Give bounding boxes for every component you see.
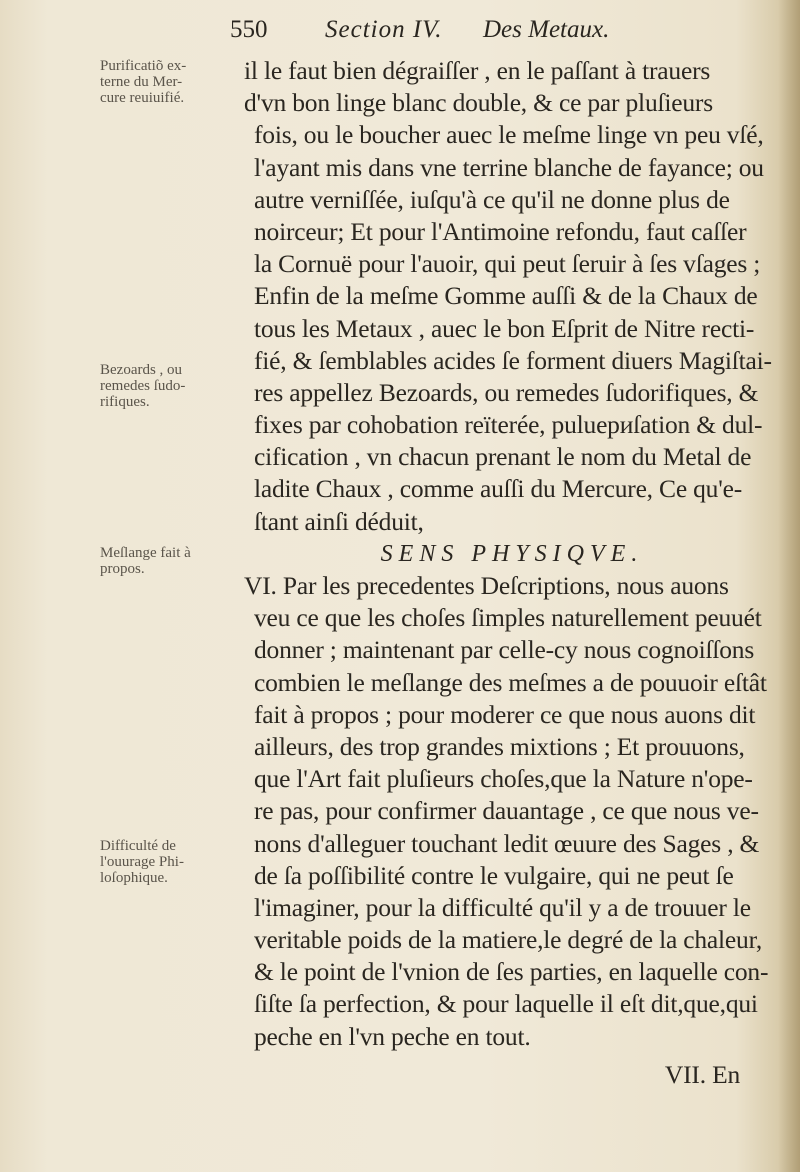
text-line: veritable poids de la matiere,le degré de la chaleur, <box>254 925 763 955</box>
text-line: veu ce que les choſes ſimples naturellement peuuét <box>254 603 762 633</box>
text-line: res appellez Bezoards, ou remedes ſudorifiques, & <box>254 377 759 407</box>
margin-note-line: Purificatiõ ex- <box>100 58 187 74</box>
text-line: Enfin de la meſme Gomme auſſi & de la Chaux de <box>254 281 758 311</box>
text-line: noirceur; Et pour l'Antimoine refondu, faut caſſer <box>254 216 747 246</box>
text-line: tous les Metaux , auec le bon Eſprit de Nitre recti- <box>254 313 755 343</box>
text-line: de ſa poſſibilité contre le vulgaire, qui ne peut ſe <box>254 860 734 890</box>
margin-note-meslange <box>100 545 240 577</box>
margin-note-purification <box>100 58 240 106</box>
text-line: il le faut bien dégraiſſer , en le paſſant à trauers <box>244 56 711 85</box>
text-line: ladite Chaux , comme auſſi du Mercure, Ce qu'e- <box>254 474 743 504</box>
margin-note-line: cure reuiuifié. <box>100 90 185 106</box>
text-line: ailleurs, des trop grandes mixtions ; Et prouuons, <box>254 731 745 761</box>
margin-note-line: Meſlange fait à <box>100 545 191 561</box>
margin-note-line: l'ouurage Phi- <box>100 854 184 870</box>
sens-physique-heading: SENS PHYSIQVE. <box>380 540 644 567</box>
chapter-title: Des Metaux. <box>483 16 610 43</box>
text-line: fié, & ſemblables acides ſe forment diuers Magiſtai- <box>254 345 772 375</box>
margin-note-difficulte <box>100 838 240 886</box>
text-line: ſtant ainſi déduit, <box>254 506 424 536</box>
text-line: d'vn bon linge blanc double, & ce par pluſieurs <box>244 88 713 118</box>
text-line: l'imaginer, pour la difficulté qu'il y a de trouuer le <box>254 892 751 922</box>
text-line: re pas, pour confirmer dauantage , ce que nous ve- <box>254 796 759 826</box>
margin-note-bezoards <box>100 362 240 410</box>
text-line: fixes par cohobation reïterée, puluериſation & dul- <box>254 410 763 440</box>
page-number: 550 <box>230 16 268 43</box>
text-line: ſiſte ſa perfection, & pour laquelle il eſt dit,que,qui <box>254 989 758 1019</box>
text-line: nons d'alleguer touchant ledit œuure des Sages , & <box>254 828 760 858</box>
margin-note-line: remedes ſudo- <box>100 378 186 394</box>
margin-note-line: Bezoards , ou <box>100 362 183 378</box>
section-heading: Section IV. <box>325 16 443 43</box>
margin-note-line: Difficulté de <box>100 838 176 854</box>
margin-note-line: propos. <box>100 561 145 577</box>
margin-note-line: loſophique. <box>100 870 168 886</box>
page-edge-shadow <box>778 0 800 1172</box>
text-line: la Cornuë pour l'auoir, qui peut ſeruir à ſes vſages ; <box>254 249 761 279</box>
text-line: combien le meſlange des meſmes a de pouuoir eſtât <box>254 667 767 697</box>
text-line: peche en l'vn peche en tout. <box>254 1021 531 1051</box>
text-line: fait à propos ; pour moderer ce que nous auons dit <box>254 699 756 729</box>
text-line: cification , vn chacun prenant le nom du Metal de <box>254 442 752 472</box>
margin-note-line: terne du Mer- <box>100 74 183 90</box>
text-line: VI. Par les precedentes Deſcriptions, nous auons <box>244 571 729 600</box>
margin-note-line: rifiques. <box>100 394 150 410</box>
text-line: que l'Art fait pluſieurs choſes,que la Nature n'ope- <box>254 764 753 794</box>
running-header <box>230 16 750 52</box>
text-line: & le point de l'vnion de ſes parties, en laquelle con- <box>254 957 769 987</box>
catchword: VII. En <box>664 1059 740 1089</box>
text-line: autre verniſſée, iuſqu'à ce qu'il ne donne plus de <box>254 184 730 214</box>
text-line: donner ; maintenant par celle-cy nous cognoiſſons <box>254 635 755 665</box>
text-line: fois, ou le boucher auec le meſme linge vn peu vſé, <box>254 120 764 150</box>
body-text <box>244 55 780 1091</box>
text-line: l'ayant mis dans vne terrine blanche de fayance; ou <box>254 152 764 182</box>
